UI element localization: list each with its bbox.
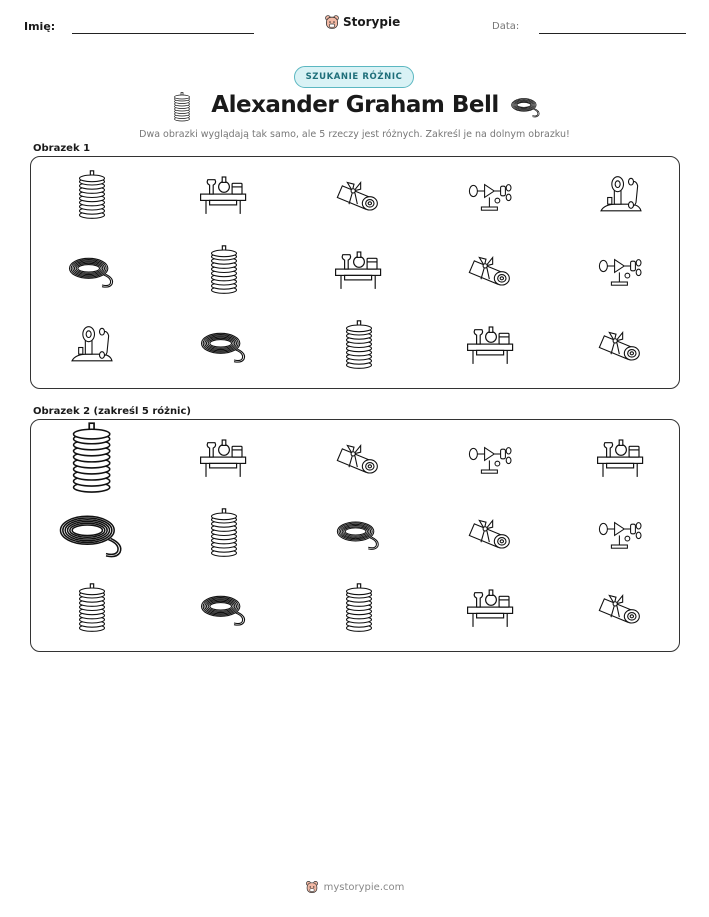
photophone-icon[interactable] [467,439,515,477]
bear-logo-icon [305,880,319,894]
coil-stack-icon[interactable] [342,583,376,633]
lab-table-icon[interactable] [594,437,648,479]
coil-stack-icon [172,92,192,122]
cable-coil-icon[interactable] [57,506,127,559]
worksheet-header [0,0,709,40]
picture-2-label: Obrazek 2 (zakreśl 5 różnic) [33,406,191,417]
instructions: Dwa obrazki wyglądają tak samo, ale 5 rzeczy jest różnych. Zakreśl je na dolnym obrazku! [139,129,570,140]
diploma-scroll-icon[interactable] [466,513,516,553]
cable-coil-icon[interactable] [199,589,249,627]
coil-stack-icon [75,170,109,220]
page-title: Alexander Graham Bell [211,92,499,118]
coil-stack-icon[interactable] [207,508,241,558]
diploma-scroll-icon[interactable] [596,588,646,628]
coil-stack-icon [342,320,376,370]
brand-name: Storypie [343,15,401,29]
coil-stack-icon [207,245,241,295]
cable-coil-icon[interactable] [335,515,383,551]
photophone-icon [597,251,645,289]
lab-table-icon[interactable] [197,437,251,479]
activity-badge: SZUKANIE RÓŻNIC [294,66,414,88]
cable-coil-icon [67,251,117,289]
footer [0,880,709,894]
coil-stack-icon[interactable] [67,422,116,495]
cable-coil-icon [510,94,542,118]
telephone-icon [67,323,117,367]
footer-url: mystorypie.com [323,881,405,893]
name-label: Imię: [24,20,56,33]
diploma-scroll-icon [334,175,384,215]
date-field[interactable] [539,33,686,34]
brand-logo [324,14,400,30]
diploma-scroll-icon [466,250,516,290]
picture-1-panel [30,156,680,389]
diploma-scroll-icon [596,325,646,365]
picture-1-label: Obrazek 1 [33,143,91,154]
coil-stack-icon[interactable] [75,583,109,633]
name-field[interactable] [72,33,254,34]
lab-table-icon [197,174,251,216]
picture-2-panel[interactable] [30,419,680,652]
lab-table-icon [464,324,518,366]
bear-logo-icon [324,14,340,30]
date-label: Data: [492,21,520,32]
lab-table-icon [332,249,386,291]
cable-coil-icon [199,326,249,364]
photophone-icon [467,176,515,214]
diploma-scroll-icon[interactable] [334,438,384,478]
telephone-icon [596,173,646,217]
photophone-icon[interactable] [597,514,645,552]
lab-table-icon[interactable] [464,587,518,629]
